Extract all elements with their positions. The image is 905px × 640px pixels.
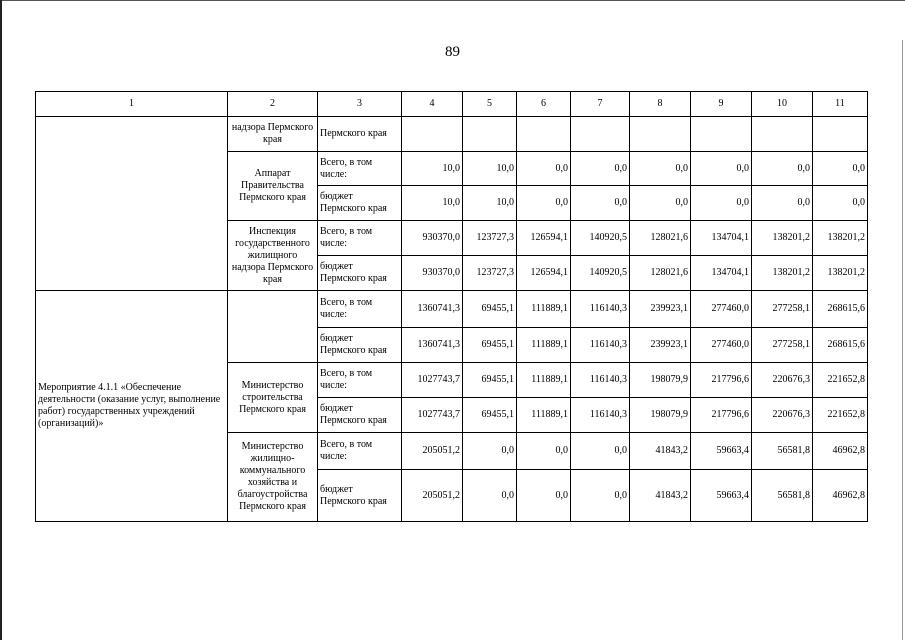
value-cell: 138201,2 <box>752 221 813 256</box>
value-cell: 56581,8 <box>752 433 813 470</box>
value-cell: 0,0 <box>630 152 691 186</box>
value-cell: 217796,6 <box>691 363 752 398</box>
executor-cell: Аппарат Правительства Пермского края <box>228 152 318 221</box>
value-cell: 123727,3 <box>463 256 517 291</box>
source-cell: бюджет Пермского края <box>318 398 402 433</box>
budget-table <box>35 91 868 522</box>
value-cell: 116140,3 <box>571 398 630 433</box>
table-row <box>36 291 868 328</box>
value-cell: 126594,1 <box>517 256 571 291</box>
column-header: 11 <box>813 92 868 117</box>
value-cell: 1360741,3 <box>402 291 463 328</box>
value-cell: 134704,1 <box>691 256 752 291</box>
value-cell: 0,0 <box>630 186 691 221</box>
event-cell-empty <box>36 117 228 291</box>
value-cell: 69455,1 <box>463 398 517 433</box>
value-cell: 277258,1 <box>752 291 813 328</box>
value-cell: 1027743,7 <box>402 363 463 398</box>
value-cell: 0,0 <box>517 433 571 470</box>
source-cell: Всего, в том числе: <box>318 433 402 470</box>
value-cell: 0,0 <box>752 152 813 186</box>
value-cell: 56581,8 <box>752 470 813 522</box>
scan-border-right <box>902 40 903 640</box>
value-cell <box>630 117 691 152</box>
value-cell: 239923,1 <box>630 291 691 328</box>
column-header: 10 <box>752 92 813 117</box>
source-cell: Всего, в том числе: <box>318 291 402 328</box>
value-cell <box>463 117 517 152</box>
value-cell: 111889,1 <box>517 363 571 398</box>
value-cell: 277460,0 <box>691 291 752 328</box>
value-cell: 220676,3 <box>752 363 813 398</box>
value-cell: 41843,2 <box>630 470 691 522</box>
header-row <box>36 92 868 117</box>
executor-cell: Министерство жилищно-коммунального хозяйства и благоустройства Пермского края <box>228 433 318 522</box>
value-cell: 138201,2 <box>752 256 813 291</box>
value-cell: 59663,4 <box>691 433 752 470</box>
value-cell: 205051,2 <box>402 433 463 470</box>
source-cell: бюджет Пермского края <box>318 256 402 291</box>
value-cell: 134704,1 <box>691 221 752 256</box>
value-cell: 0,0 <box>571 152 630 186</box>
value-cell: 220676,3 <box>752 398 813 433</box>
table-row <box>36 117 868 152</box>
value-cell: 10,0 <box>402 186 463 221</box>
source-cell: Всего, в том числе: <box>318 363 402 398</box>
value-cell: 140920,5 <box>571 221 630 256</box>
value-cell: 205051,2 <box>402 470 463 522</box>
value-cell: 0,0 <box>813 186 868 221</box>
column-header: 1 <box>36 92 228 117</box>
value-cell: 140920,5 <box>571 256 630 291</box>
value-cell: 221652,8 <box>813 398 868 433</box>
value-cell <box>517 117 571 152</box>
value-cell: 111889,1 <box>517 328 571 363</box>
column-header: 7 <box>571 92 630 117</box>
value-cell: 0,0 <box>571 186 630 221</box>
value-cell: 46962,8 <box>813 433 868 470</box>
value-cell: 1360741,3 <box>402 328 463 363</box>
source-cell: Всего, в том числе: <box>318 152 402 186</box>
value-cell <box>571 117 630 152</box>
source-cell: бюджет Пермского края <box>318 186 402 221</box>
value-cell: 930370,0 <box>402 256 463 291</box>
value-cell: 0,0 <box>691 152 752 186</box>
value-cell: 268615,6 <box>813 328 868 363</box>
value-cell: 116140,3 <box>571 328 630 363</box>
value-cell: 128021,6 <box>630 221 691 256</box>
column-header: 2 <box>228 92 318 117</box>
value-cell: 277460,0 <box>691 328 752 363</box>
value-cell: 41843,2 <box>630 433 691 470</box>
value-cell: 128021,6 <box>630 256 691 291</box>
value-cell: 69455,1 <box>463 328 517 363</box>
page-number: 89 <box>445 44 460 60</box>
source-cell: Пермского края <box>318 117 402 152</box>
value-cell <box>402 117 463 152</box>
value-cell: 1027743,7 <box>402 398 463 433</box>
value-cell: 111889,1 <box>517 291 571 328</box>
executor-cell: Министерство строительства Пермского края <box>228 363 318 433</box>
value-cell: 0,0 <box>571 470 630 522</box>
value-cell: 930370,0 <box>402 221 463 256</box>
value-cell: 126594,1 <box>517 221 571 256</box>
value-cell: 239923,1 <box>630 328 691 363</box>
value-cell: 0,0 <box>813 152 868 186</box>
value-cell: 0,0 <box>691 186 752 221</box>
value-cell: 46962,8 <box>813 470 868 522</box>
scan-border-left <box>0 0 2 640</box>
value-cell <box>691 117 752 152</box>
value-cell: 123727,3 <box>463 221 517 256</box>
scan-border-top <box>0 0 905 1</box>
value-cell: 217796,6 <box>691 398 752 433</box>
column-header: 6 <box>517 92 571 117</box>
value-cell: 0,0 <box>463 470 517 522</box>
value-cell: 0,0 <box>517 470 571 522</box>
value-cell: 10,0 <box>463 186 517 221</box>
source-cell: Всего, в том числе: <box>318 221 402 256</box>
value-cell: 138201,2 <box>813 221 868 256</box>
value-cell: 116140,3 <box>571 363 630 398</box>
value-cell: 268615,6 <box>813 291 868 328</box>
value-cell: 277258,1 <box>752 328 813 363</box>
event-label: Мероприятие 4.1.1 «Обеспечение деятельности (оказание услуг, выполнение работ) государственных учреждений (организаций)» <box>36 291 228 522</box>
column-header: 3 <box>318 92 402 117</box>
value-cell: 59663,4 <box>691 470 752 522</box>
value-cell: 221652,8 <box>813 363 868 398</box>
value-cell: 69455,1 <box>463 291 517 328</box>
value-cell: 0,0 <box>752 186 813 221</box>
value-cell: 198079,9 <box>630 398 691 433</box>
value-cell: 111889,1 <box>517 398 571 433</box>
value-cell: 138201,2 <box>813 256 868 291</box>
value-cell: 10,0 <box>402 152 463 186</box>
column-header: 5 <box>463 92 517 117</box>
value-cell <box>813 117 868 152</box>
value-cell: 0,0 <box>517 152 571 186</box>
value-cell <box>752 117 813 152</box>
executor-cell: Инспекция государственного жилищного надзора Пермского края <box>228 221 318 291</box>
value-cell: 69455,1 <box>463 363 517 398</box>
column-header: 9 <box>691 92 752 117</box>
value-cell: 0,0 <box>463 433 517 470</box>
value-cell: 0,0 <box>517 186 571 221</box>
value-cell: 10,0 <box>463 152 517 186</box>
column-header: 8 <box>630 92 691 117</box>
column-header: 4 <box>402 92 463 117</box>
executor-cell: надзора Пермского края <box>228 117 318 152</box>
value-cell: 198079,9 <box>630 363 691 398</box>
value-cell: 0,0 <box>571 433 630 470</box>
value-cell: 116140,3 <box>571 291 630 328</box>
source-cell: бюджет Пермского края <box>318 470 402 522</box>
source-cell: бюджет Пермского края <box>318 328 402 363</box>
executor-cell <box>228 291 318 363</box>
